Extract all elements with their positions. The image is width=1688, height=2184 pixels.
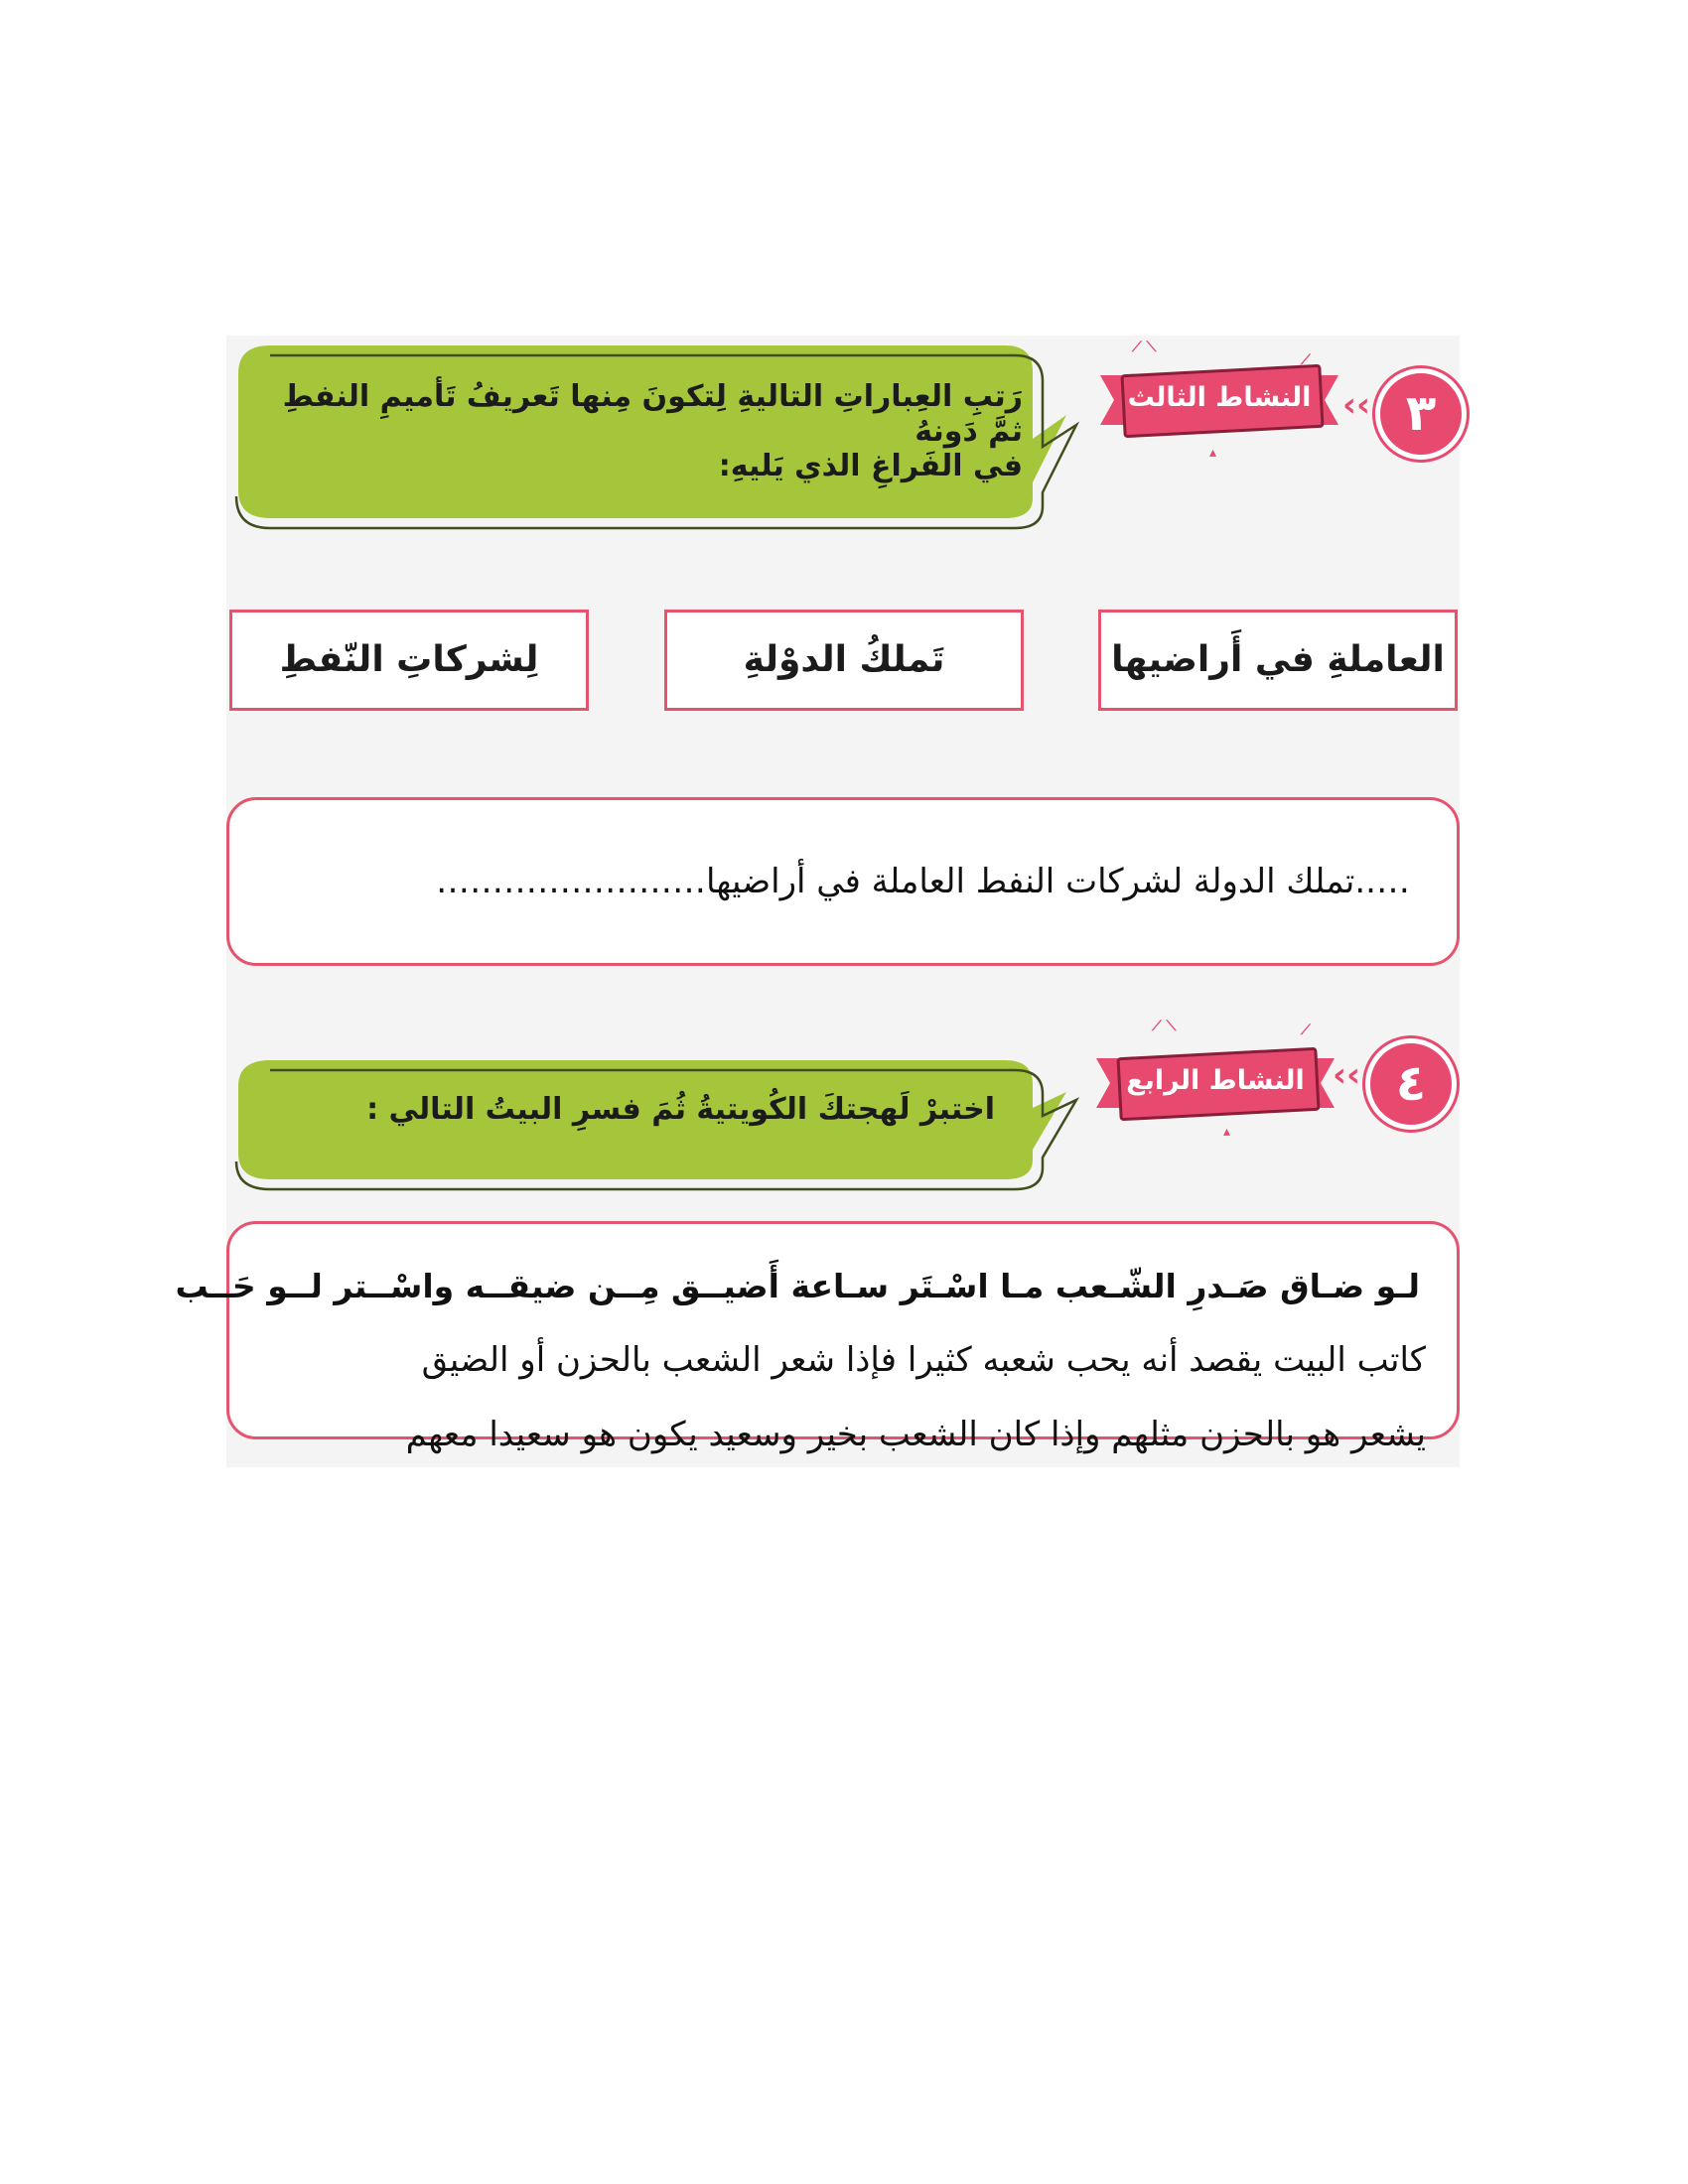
activity-4-verse: لـو ضـاق صَـدرِ الشّـعب مـا اسْـتَر سـاعة أَضيــق مِــن ضيقــه واسْــتر لــو حَــب (175, 1267, 1420, 1305)
activity-4-number-badge: ٤ (1365, 1038, 1457, 1130)
activity-3-instruction-line-2: في الفَراغِ الذي يَليهِ: (718, 449, 1023, 483)
sparkle-icon: ▴ (1209, 445, 1217, 461)
phrase-box-2: تَملكُ الدوْلةِ (664, 610, 1024, 711)
sparkle-icon: ⟋ (1301, 352, 1311, 368)
phrase-box-3: لِشركاتِ النّفطِ (229, 610, 589, 711)
activity-3-number-badge: ٣ (1375, 368, 1467, 460)
activity-3-title-banner (1100, 361, 1338, 435)
activity-3-instruction-line-1: رَتبِ العِباراتِ التاليةِ لِتكونَ مِنها تَعريفُ تَأميمِ النفطِ ثمَّ دَونهُ (282, 379, 1023, 449)
activity-4-bubble-shape (230, 1058, 1094, 1197)
sparkle-icon: ⟋ ⟍ (1152, 1019, 1177, 1034)
activity-3-answer-text: …..تملك الدولة لشركات النفط العاملة في أراضيها…………………… (435, 862, 1410, 901)
activity-4-title-banner (1096, 1044, 1335, 1118)
activity-4-answer-line-2: يشعر هو بالحزن مثلهم وإذا كان الشعب بخير وسعيد يكون هو سعيدا معهم (405, 1415, 1426, 1454)
activity-4-arrows-icon: ‹‹ (1333, 1055, 1361, 1095)
activity-4-instruction: اختبرْ لَهجتكَ الكُويتيةُ ثُمَ فسرِ البيتُ التالي : (366, 1092, 995, 1127)
activity-4-answer-line-1: كاتب البيت يقصد أنه يحب شعبه كثيرا فإذا شعر الشعب بالحزن أو الضيق (421, 1340, 1426, 1380)
activity-3-title: النشاط الثالث (1127, 382, 1312, 413)
sparkle-icon: ▴ (1223, 1124, 1231, 1140)
sparkle-icon: ⟋ (1301, 1023, 1311, 1038)
activity-4-title: النشاط الرابع (1126, 1065, 1305, 1096)
phrase-box-1: العاملةِ في أَراضيها (1098, 610, 1458, 711)
sparkle-icon: ⟋ ⟍ (1132, 340, 1157, 355)
activity-3-arrows-icon: ‹‹ (1342, 385, 1371, 425)
activity-4-answer-box (175, 1221, 1460, 1439)
